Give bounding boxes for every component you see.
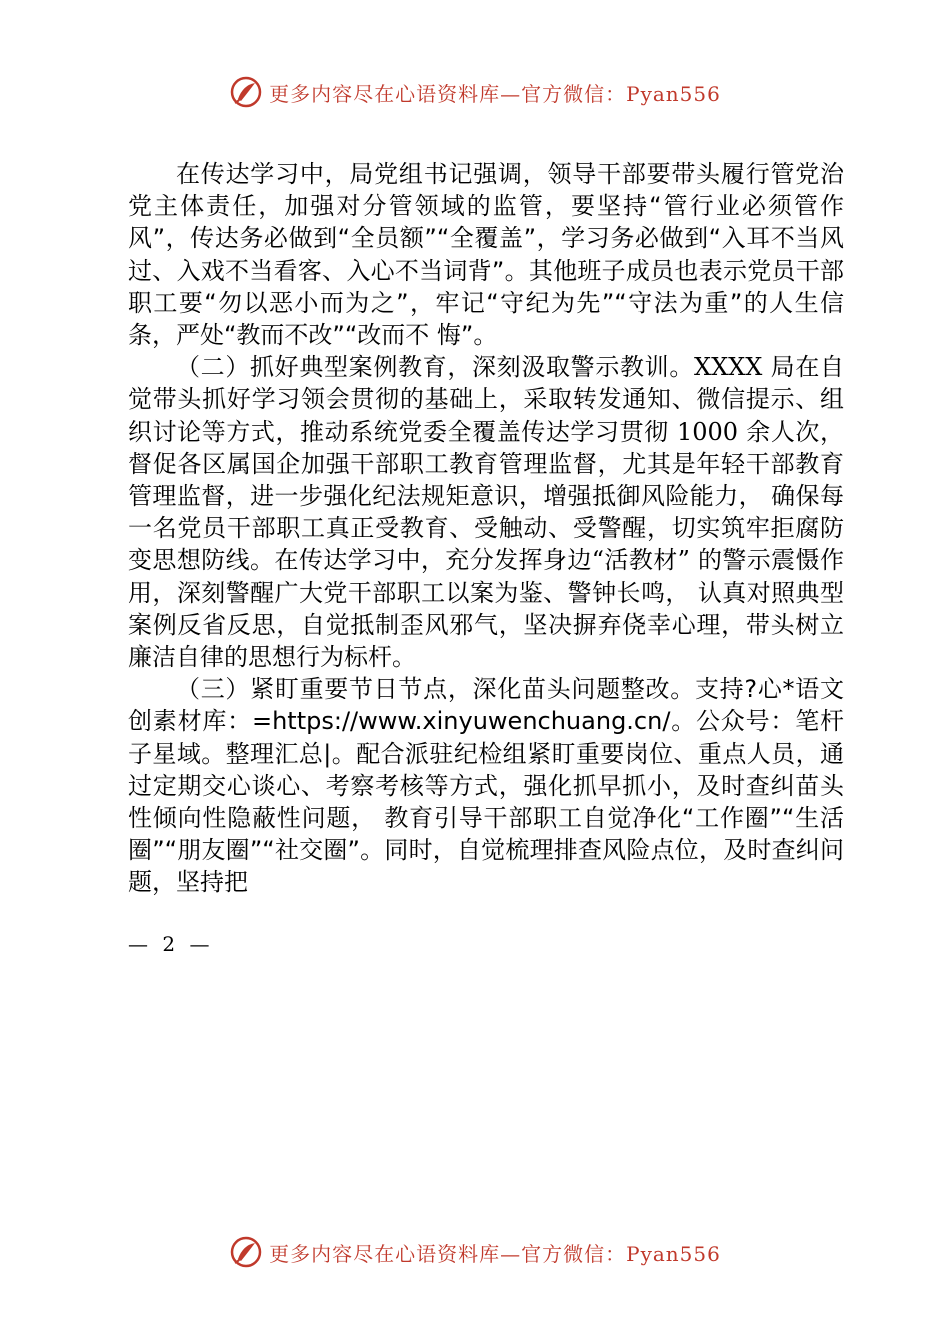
footer-banner: [0, 1230, 950, 1274]
page-number: — 2 —: [128, 932, 214, 956]
brush-logo-icon: [229, 1235, 263, 1269]
banner-text: 更多内容尽在心语资料库—官方微信：Pyan556: [269, 81, 721, 106]
banner-text: 更多内容尽在心语资料库—官方微信：Pyan556: [269, 1241, 721, 1266]
paragraph-1: 在传达学习中，局党组书记强调，领导干部要带头履行管党治党主体责任，加强对分管领域的监管，要坚持“管行业必须管作风”，传达务必做到“全员额”“全覆盖”，学习务必做到“入耳不当风过、入戏不当看客、入心不当词背”。其他班子成员也表示党员干部职工要“勿以恶小而为之”，牢记“守纪为先”“守法为重”的人生信条，严处“教而不改”“改而不 悔”。: [128, 160, 844, 350]
paragraph-3: （三）紧盯重要节日节点，深化苗头问题整改。支持?心*语文创素材库：=https://www.xinyuwenchuang.cn/。公众号：笔杆子星域。整理汇总|。配合派驻纪检组紧盯重要岗位、重点人员，通过定期交心谈心、考察考核等方式，强化抓早抓小，及时查纠苗头性倾向性隐蔽性问题， 教育引导干部职工自觉净化“工作圈”“生活圈”“朋友圈”“社交圈”。同时，自觉梳理排查风险点位，及时查纠问题，坚持把: [128, 675, 844, 897]
paragraph-2: （二）抓好典型案例教育，深刻汲取警示教训。XXXX 局在自觉带头抓好学习领会贯彻的基础上，采取转发通知、微信提示、组织讨论等方式，推动系统党委全覆盖传达学习贯彻 1000 余人次，督促各区属国企加强干部职工教育管理监督，尤其是年轻干部教育管理监督，进一步强化纪法规矩意识，增强抵御风险能力， 确保每一名党员干部职工真正受教育、受触动、受警醒，切实筑牢拒腐防变思想防线。在传达学习中，充分发挥身边“活教材” 的警示震慑作用，深刻警醒广大党干部职工以案为鉴、警钟长鸣， 认真对照典型案例反省反思，自觉抵制歪风邪气，坚决摒弃侥幸心理，带头树立廉洁自律的思想行为标杆。: [128, 353, 844, 672]
header-banner: [0, 70, 950, 114]
brush-logo-icon: [229, 75, 263, 109]
document-body: [128, 158, 844, 899]
